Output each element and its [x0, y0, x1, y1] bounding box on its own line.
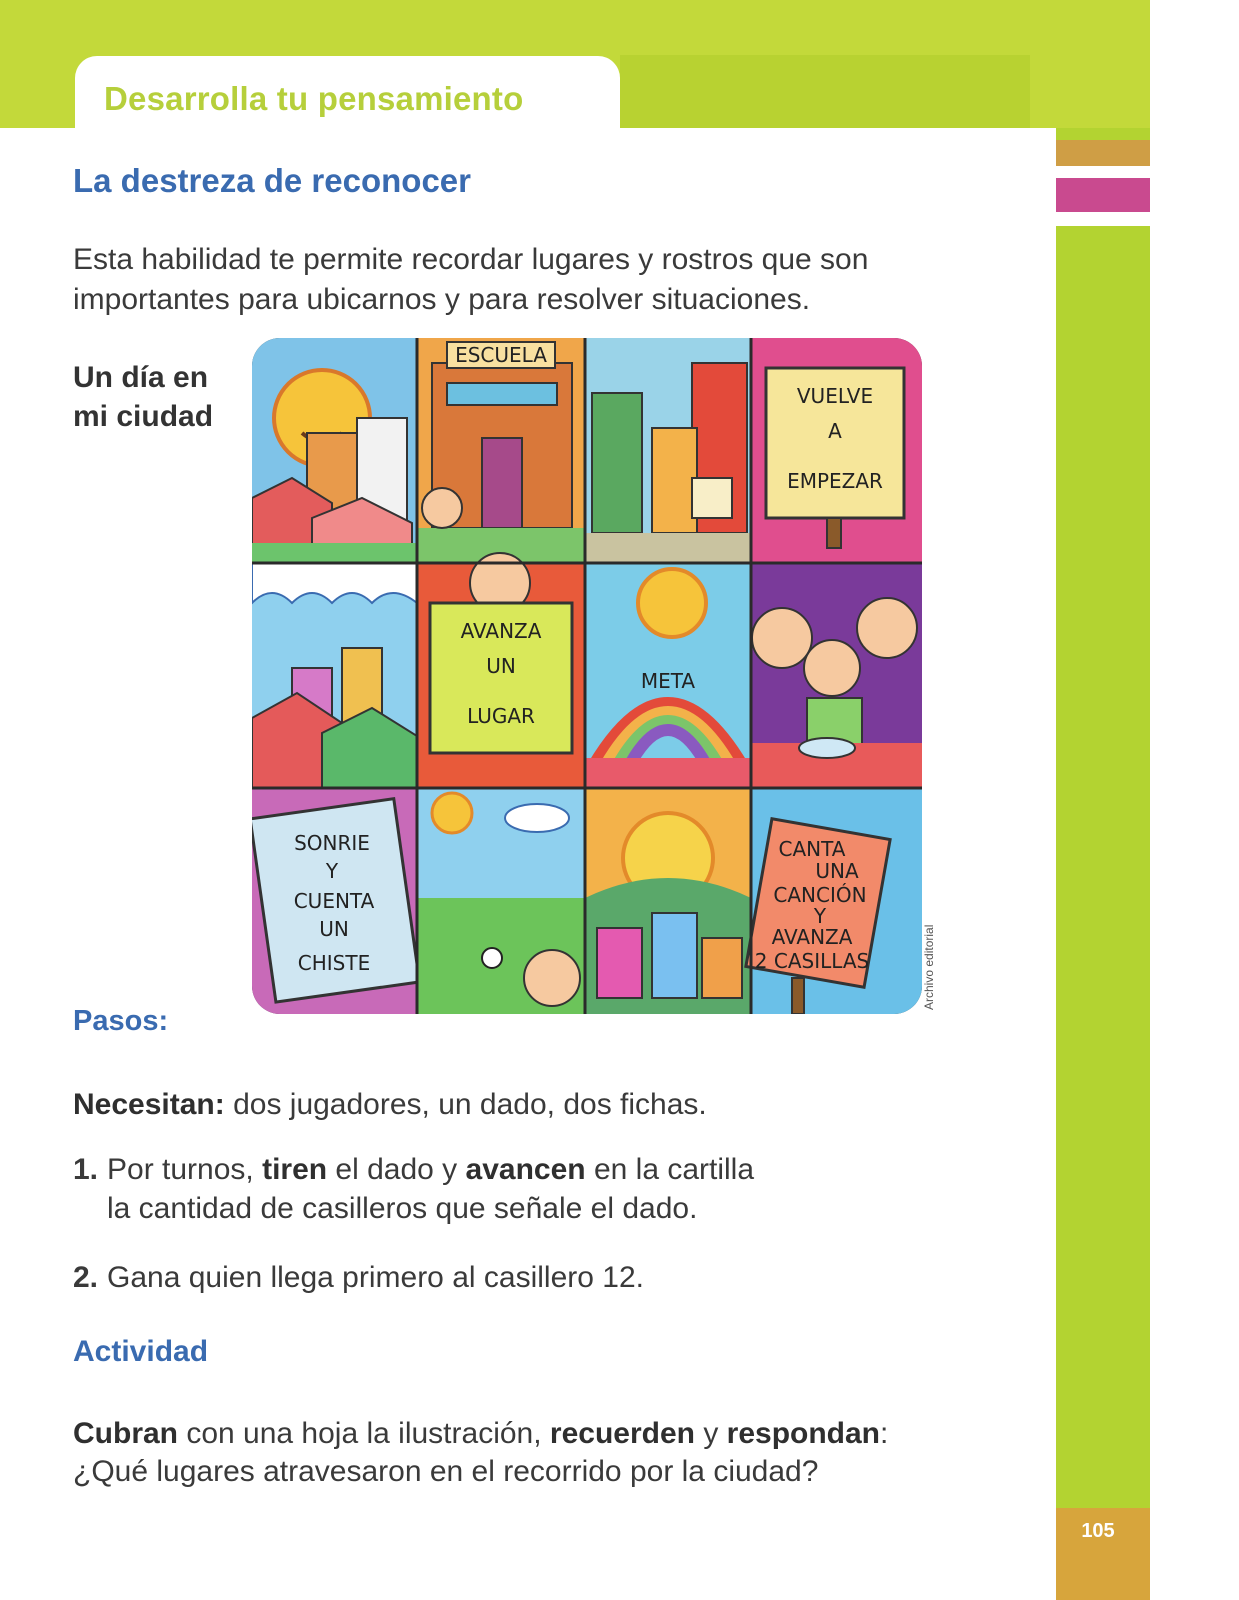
cell-1-city-sun: [252, 338, 417, 563]
cell-3-city-street: [585, 338, 751, 563]
step-1-bold-1: tiren: [262, 1153, 328, 1186]
sign-vuelve-2: A: [828, 419, 842, 443]
activity-instructions: [73, 1415, 1053, 1491]
step-2: [73, 1258, 644, 1297]
game-board-svg: [252, 338, 922, 1014]
step-1: [73, 1150, 973, 1228]
cell-2-school: [417, 338, 585, 563]
activity-bold-1: Cubran: [73, 1417, 178, 1450]
sign-canta-6: 2 CASILLAS: [754, 949, 870, 973]
materials-label: Necesitan:: [73, 1088, 225, 1121]
side-gap: [1056, 166, 1150, 178]
sign-escuela: ESCUELA: [455, 343, 547, 367]
intro-paragraph: Esta habilidad te permite recordar lugares y rostros que son importantes para ubicarnos y para resolver situaciones.: [73, 243, 869, 316]
page-number: 105: [1081, 1520, 1115, 1542]
materials-text: dos jugadores, un dado, dos fichas.: [224, 1088, 707, 1121]
side-bar: [1056, 128, 1150, 1508]
step-1-post: en la cartilla: [585, 1153, 755, 1186]
activity-question: ¿Qué lugares atravesaron en el recorrido por la ciudad?: [73, 1455, 819, 1488]
illustration-caption: [73, 358, 243, 436]
sign-sonrie-1: SONRIE: [294, 831, 370, 855]
sign-vuelve-1: VUELVE: [796, 384, 874, 408]
sign-avanza-3: LUGAR: [467, 704, 535, 728]
sign-canta-4: Y: [813, 904, 827, 928]
section-tab-label: Desarrolla tu pensamiento: [104, 80, 524, 117]
sign-sonrie-3: CUENTA: [293, 889, 375, 913]
sign-sonrie-2: Y: [325, 859, 339, 883]
sign-canta-5: AVANZA: [771, 925, 853, 949]
activity-text-3: :: [880, 1417, 889, 1450]
sign-avanza-2: UN: [486, 654, 516, 678]
sign-meta: META: [640, 669, 696, 693]
steps-heading: Pasos:: [73, 1005, 169, 1037]
step-1-bold-2: avancen: [465, 1153, 586, 1186]
step-1-mid: el dado y: [327, 1153, 466, 1186]
step-1-line-2: la cantidad de casilleros que señale el dado.: [107, 1192, 698, 1225]
cell-10-park: [417, 788, 585, 1014]
cell-7-meta-rainbow: [585, 563, 751, 788]
sign-canta-1: CANTA: [778, 837, 846, 861]
page-title: La destreza de reconocer: [73, 162, 471, 199]
step-1-pre: Por turnos,: [107, 1153, 263, 1186]
step-2-text: Gana quien llega primero al casillero 12.: [107, 1261, 644, 1294]
sign-sonrie-5: CHISTE: [297, 951, 371, 975]
side-strip-pink: [1056, 178, 1150, 212]
caption-line-2: mi ciudad: [73, 400, 214, 433]
cell-8-family-dinner: [751, 563, 922, 788]
cell-5-rain-city: [252, 563, 417, 788]
sign-canta-2: UNA: [815, 859, 859, 883]
sign-sonrie-4: UN: [319, 917, 349, 941]
materials-line: [73, 1088, 707, 1122]
cell-9-sonrie-sign: [252, 788, 420, 1014]
activity-text-1: con una hoja la ilustración,: [178, 1417, 550, 1450]
cell-6-avanza-sign: [417, 553, 585, 788]
activity-bold-3: respondan: [726, 1417, 881, 1450]
step-2-number: 2.: [73, 1261, 99, 1294]
game-board-illustration: [252, 338, 922, 1014]
sign-avanza-1: AVANZA: [460, 619, 542, 643]
activity-text-2: y: [694, 1417, 727, 1450]
top-band-shade: [620, 55, 1030, 128]
cell-11-sunset-city: [585, 788, 751, 1014]
step-1-number: 1.: [73, 1153, 99, 1186]
caption-line-1: Un día en: [73, 361, 209, 394]
cell-12-canta-sign: [746, 788, 922, 1014]
activity-bold-2: recuerden: [549, 1417, 695, 1450]
side-gap: [1056, 212, 1150, 226]
sign-vuelve-3: EMPEZAR: [787, 469, 883, 493]
cell-4-vuelve-sign: [751, 338, 922, 563]
sign-canta-3: CANCIÓN: [773, 883, 867, 907]
side-strip-orange: [1056, 140, 1150, 166]
image-credit: Archivo editorial: [922, 924, 936, 1010]
activity-heading: Actividad: [73, 1335, 209, 1368]
